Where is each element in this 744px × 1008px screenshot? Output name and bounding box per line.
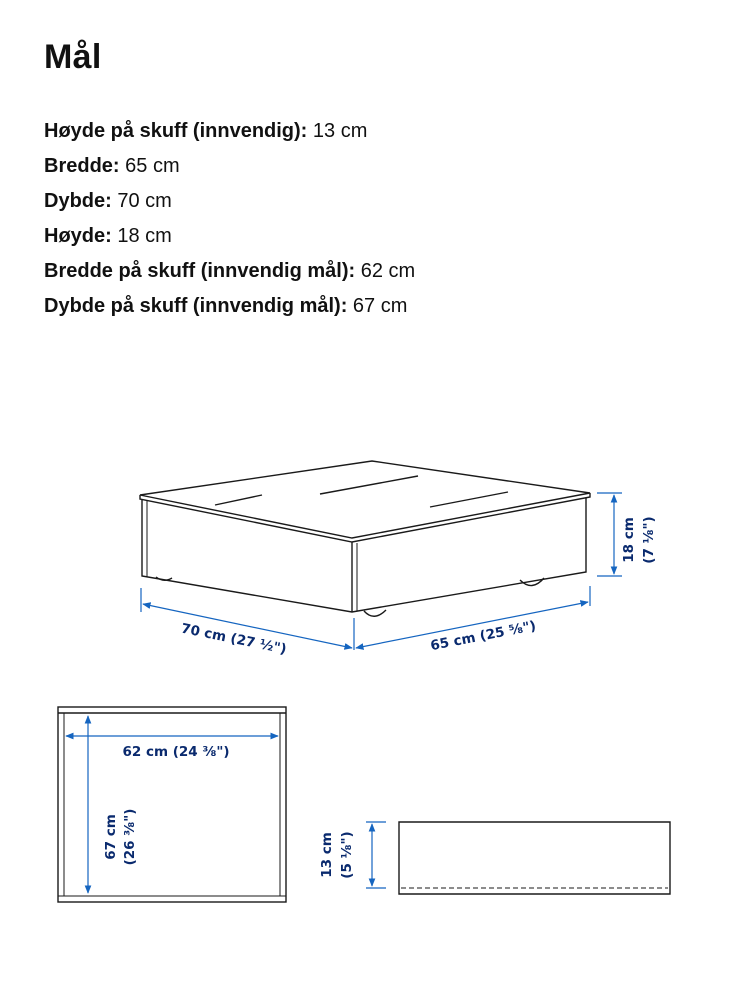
dimension-label-depth: 70 cm (27 ½") [179, 620, 288, 658]
spec-label: Høyde på skuff (innvendig): [44, 120, 308, 142]
spec-label: Dybde på skuff (innvendig mål): [44, 295, 348, 317]
spec-value: 13 cm [312, 120, 368, 142]
wheel [364, 610, 386, 616]
box-3d-drawing [140, 461, 590, 616]
dimension-label-inner-height-cm: 13 cm [319, 832, 335, 878]
spec-label: Bredde på skuff (innvendig mål): [44, 260, 356, 282]
lid-handle-line [430, 492, 508, 507]
spec-value: 65 cm [125, 155, 180, 177]
dimension-label-height-in: (7 ⅛") [641, 516, 657, 564]
box-body [142, 498, 586, 612]
top-view-drawing [58, 707, 286, 902]
lid-handle-line [320, 476, 418, 494]
side-view-box [399, 822, 670, 894]
spec-label: Høyde: [44, 225, 112, 247]
dimension-label-inner-height-in: (5 ⅛") [339, 831, 355, 879]
spec-value: 70 cm [117, 190, 172, 212]
lid-rim [140, 493, 590, 542]
lid-top [140, 461, 590, 538]
dimension-width [356, 586, 590, 654]
spec-value: 67 cm [352, 295, 408, 317]
spec-label: Dybde: [44, 190, 112, 212]
lid-handle-line [215, 495, 262, 505]
dimension-label-inner-depth-cm: 67 cm [103, 814, 119, 860]
wheel [156, 577, 172, 580]
dimension-depth [141, 588, 354, 658]
page-title: Mål [44, 38, 102, 76]
spec-label: Bredde: [44, 155, 120, 177]
dimension-height [597, 493, 657, 576]
spec-value: 62 cm [360, 260, 416, 282]
side-view-drawing [319, 822, 670, 894]
dimension-label-inner-width: 62 cm (24 ⅜") [122, 744, 230, 760]
dimension-label-height-cm: 18 cm [621, 517, 637, 563]
dimension-label-width: 65 cm (25 ⅝") [429, 618, 538, 655]
dimension-label-inner-depth-in: (26 ⅜") [122, 808, 138, 866]
spec-value: 18 cm [117, 225, 172, 247]
